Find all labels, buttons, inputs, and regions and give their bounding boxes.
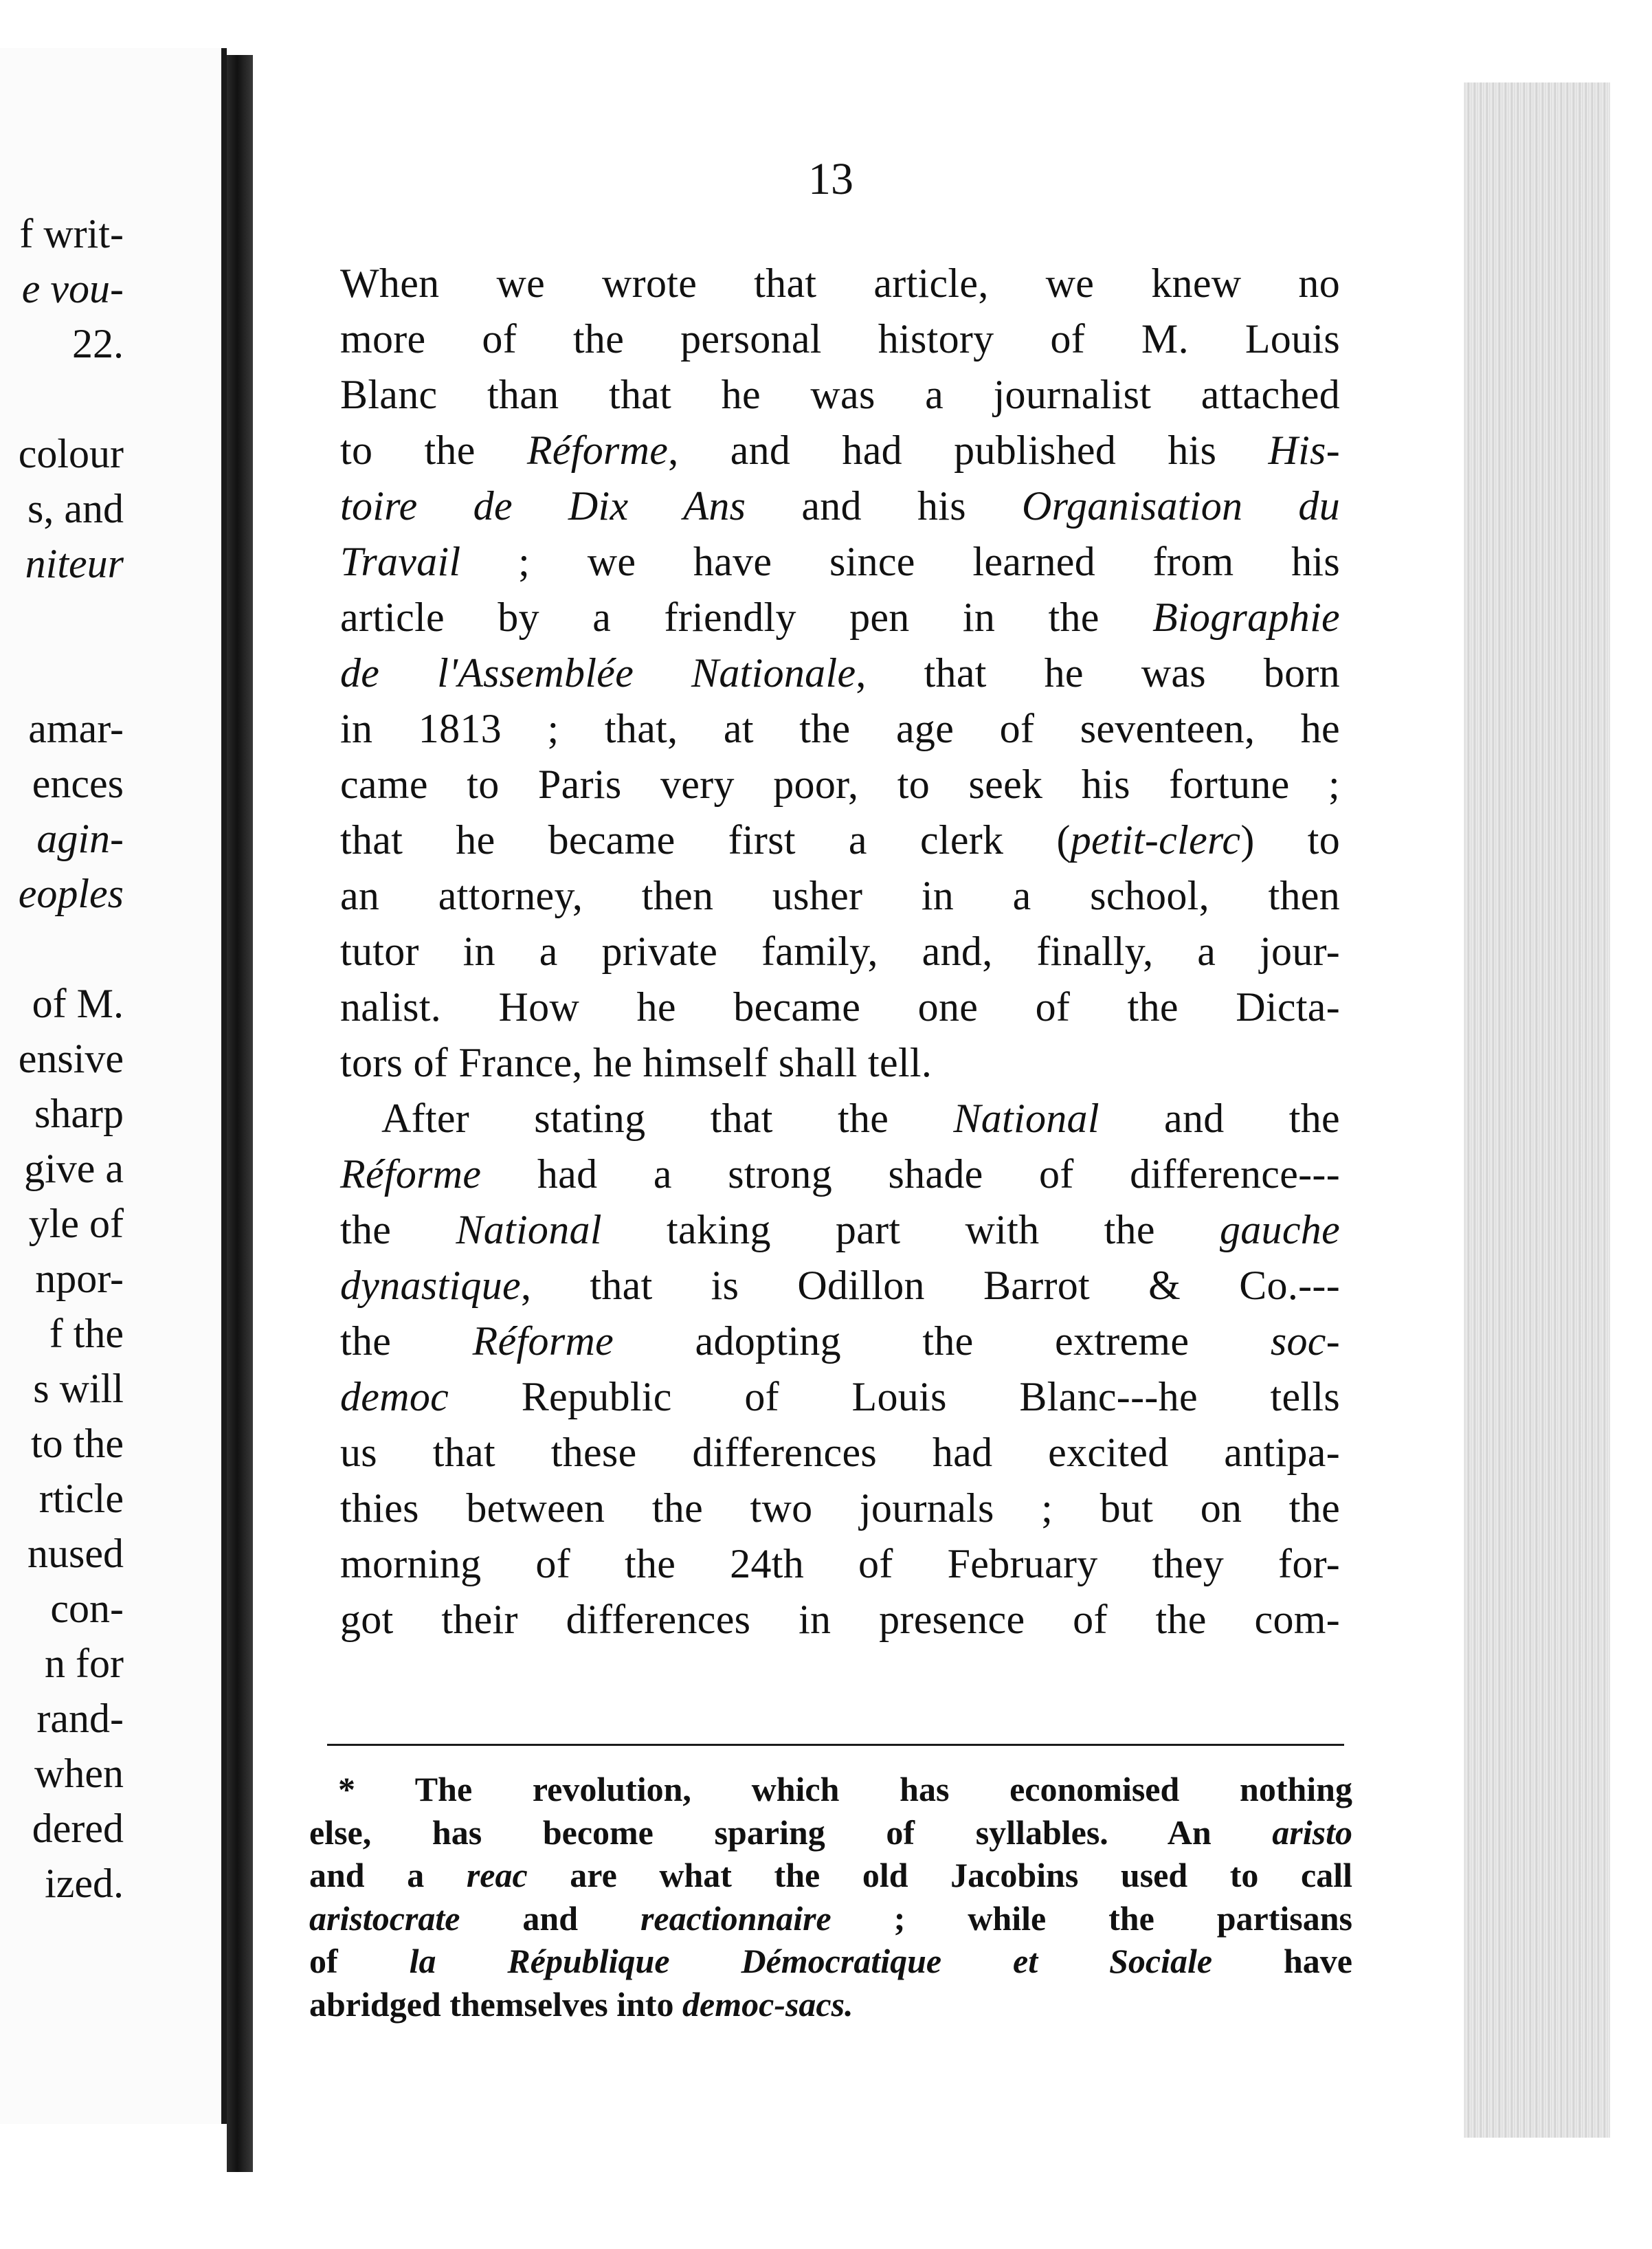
italic-text: dynastique <box>340 1263 521 1308</box>
text-segment: had a strong shade of difference--- <box>481 1151 1340 1197</box>
left-page-line: amar- <box>28 706 124 751</box>
text-segment: that he became first a clerk ( <box>340 817 1071 863</box>
text-segment: ) to <box>1240 817 1341 863</box>
text-segment: tors of France, he himself shall tell. <box>340 1040 933 1085</box>
italic-text: Réforme <box>526 428 669 473</box>
italic-text: democ-sacs. <box>682 1984 853 2024</box>
left-page-line: when <box>34 1751 124 1796</box>
text-segment: to the <box>340 428 527 473</box>
text-segment: After stating that the <box>381 1096 954 1141</box>
footnote-line <box>309 1897 1352 1940</box>
italic-text: His- <box>1268 428 1340 473</box>
text-segment: us that these differences had excited antipa- <box>340 1430 1340 1475</box>
page-number: 13 <box>808 154 853 204</box>
italic-text: aristocrate <box>309 1898 460 1938</box>
text-line <box>340 924 1340 979</box>
footnote-rule <box>327 1744 1344 1746</box>
left-page-line: rticle <box>38 1476 124 1521</box>
text-segment: ; we have since learned from his <box>460 539 1340 584</box>
left-page-line: n for <box>45 1641 124 1686</box>
text-segment: have <box>1212 1942 1352 1980</box>
left-page-line: f the <box>49 1311 124 1356</box>
italic-text: reactionnaire <box>640 1898 831 1938</box>
text-segment: and a <box>309 1856 467 1894</box>
italic-text: National <box>953 1096 1100 1141</box>
text-segment: , that he was born <box>856 650 1340 696</box>
text-line <box>340 1035 1340 1091</box>
italic-text: National <box>456 1207 602 1252</box>
text-line <box>340 812 1340 868</box>
italic-text: aristo <box>1272 1813 1352 1852</box>
left-page-line: 22. <box>72 321 124 366</box>
text-segment: of <box>309 1942 410 1980</box>
text-line <box>340 1202 1340 1258</box>
italic-text: Biographie <box>1152 595 1340 640</box>
footnote <box>309 1768 1352 2026</box>
text-line <box>340 590 1340 645</box>
italic-text: toire de Dix Ans <box>340 483 746 529</box>
text-segment: tutor in a private family, and, finally, a jour- <box>340 929 1340 974</box>
text-segment: Blanc than that he was a journalist attached <box>340 372 1340 417</box>
text-line <box>340 423 1340 478</box>
text-segment: * The revolution, which has economised nothing <box>338 1770 1352 1808</box>
text-segment: , and had published his <box>668 428 1269 473</box>
text-segment: morning of the 24th of February they for- <box>340 1541 1340 1586</box>
text-segment: article by a friendly pen in the <box>340 595 1153 640</box>
footnote-line <box>309 1854 1352 1897</box>
text-segment: got their differences in presence of the com- <box>340 1597 1340 1642</box>
italic-text: la République Démocratique et Sociale <box>409 1942 1213 1980</box>
left-page-line: e vou- <box>21 266 124 311</box>
text-line <box>340 979 1340 1035</box>
left-page-line: f writ- <box>19 211 124 256</box>
left-page-line: ences <box>32 761 124 806</box>
text-segment: and <box>460 1898 640 1938</box>
text-segment: , that is Odillon Barrot & Co.--- <box>520 1263 1340 1308</box>
text-line <box>340 534 1340 590</box>
left-page-fragment <box>0 48 227 2124</box>
footnote-line <box>309 1940 1352 1983</box>
text-segment: and the <box>1099 1096 1340 1141</box>
italic-text: Organisation du <box>1021 483 1340 529</box>
left-page-line: yle of <box>28 1201 124 1246</box>
text-line <box>340 1314 1340 1369</box>
italic-text: democ <box>340 1374 449 1419</box>
italic-text: soc- <box>1270 1318 1340 1364</box>
left-page-line: npor- <box>35 1256 124 1301</box>
left-page-line: sharp <box>34 1091 124 1136</box>
text-line <box>340 1425 1340 1481</box>
text-segment: in 1813 ; that, at the age of seventeen, he <box>340 706 1340 751</box>
left-page-line: con- <box>50 1586 124 1631</box>
left-page-line: rand- <box>36 1696 124 1741</box>
text-line <box>340 1481 1340 1536</box>
italic-text: Travail <box>340 539 461 584</box>
text-segment: taking part with the <box>601 1207 1220 1252</box>
italic-text: Réforme <box>340 1151 482 1197</box>
left-page-line: of M. <box>32 981 124 1026</box>
text-segment: abridged themselves into <box>309 1984 683 2024</box>
text-segment: an attorney, then usher in a school, then <box>340 873 1340 918</box>
italic-text: gauche <box>1219 1207 1340 1252</box>
text-segment: the <box>340 1207 456 1252</box>
text-line <box>340 478 1340 534</box>
text-line <box>340 1146 1340 1202</box>
text-line <box>340 367 1340 423</box>
text-line <box>340 868 1340 924</box>
body-text <box>340 256 1340 1648</box>
left-page-line: ensive <box>18 1036 124 1081</box>
text-segment: adopting the extreme <box>614 1318 1271 1364</box>
text-segment: Republic of Louis Blanc---he tells <box>449 1374 1340 1419</box>
text-line <box>340 645 1340 701</box>
left-page-edge <box>221 48 227 2124</box>
text-segment: else, has become sparing of syllables. An <box>309 1813 1273 1852</box>
text-segment: the <box>340 1318 473 1364</box>
text-segment: are what the old Jacobins used to call <box>527 1856 1352 1894</box>
left-page-line: to the <box>31 1421 124 1466</box>
left-page-line: eoples <box>18 871 124 916</box>
text-line <box>340 757 1340 812</box>
page-edges <box>1450 82 1610 2138</box>
italic-text: Réforme <box>472 1318 614 1364</box>
footnote-line <box>309 1983 1352 2026</box>
italic-text: de l'Assemblée Nationale <box>340 650 856 696</box>
text-line <box>340 311 1340 367</box>
text-line <box>340 1369 1340 1425</box>
text-segment: and his <box>746 483 1022 529</box>
left-page-line: dered <box>32 1806 124 1851</box>
text-segment: When we wrote that article, we knew no <box>340 261 1340 306</box>
text-line <box>340 1536 1340 1592</box>
left-page-line: give a <box>24 1146 124 1191</box>
left-page-line: ized. <box>45 1861 124 1906</box>
text-line <box>340 1258 1340 1314</box>
left-page-line: niteur <box>25 541 124 586</box>
left-page-line: colour <box>18 431 124 476</box>
text-segment: came to Paris very poor, to seek his fortune ; <box>340 762 1340 807</box>
left-page-line: s, and <box>27 486 124 531</box>
text-segment: more of the personal history of M. Louis <box>340 316 1340 362</box>
text-line <box>340 1091 1340 1146</box>
text-line <box>340 256 1340 311</box>
text-line <box>340 1592 1340 1648</box>
right-page <box>253 76 1464 2151</box>
text-segment: nalist. How he became one of the Dicta- <box>340 984 1340 1030</box>
left-page-line: agin- <box>36 816 124 861</box>
text-line <box>340 701 1340 757</box>
italic-text: petit-clerc <box>1070 817 1241 863</box>
left-page-line: nused <box>27 1531 124 1576</box>
text-segment: thies between the two journals ; but on the <box>340 1485 1340 1531</box>
footnote-line <box>309 1811 1352 1854</box>
text-segment: ; while the partisans <box>831 1898 1352 1938</box>
italic-text: reac <box>466 1856 528 1894</box>
left-page-line: s will <box>33 1366 124 1411</box>
footnote-line <box>309 1768 1352 1811</box>
book-gutter <box>227 55 253 2172</box>
